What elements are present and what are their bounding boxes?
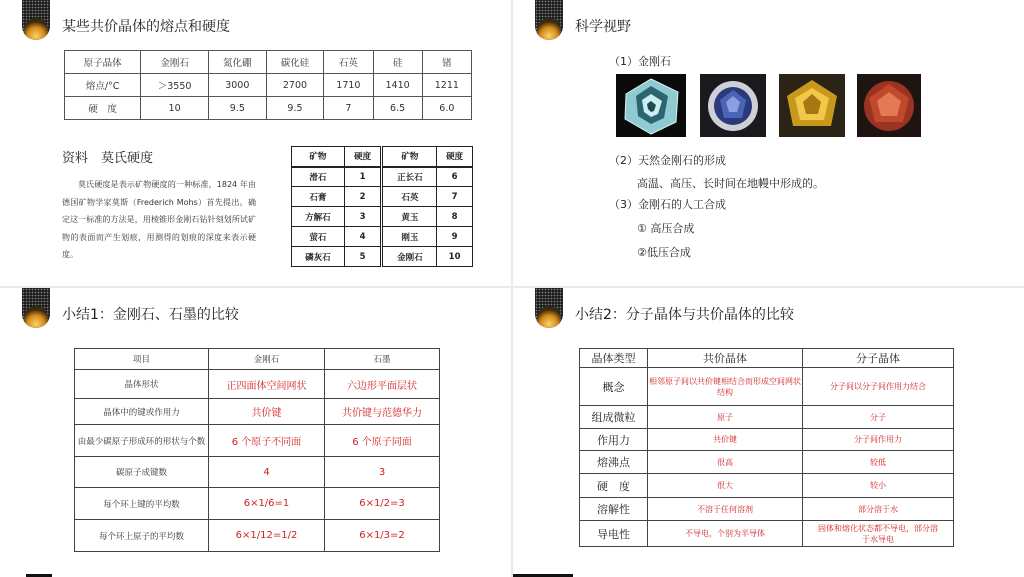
table-cell: 1410 xyxy=(373,74,422,97)
table-cell: 9 xyxy=(437,227,473,247)
table-cell: 晶体形状 xyxy=(75,370,209,399)
table-cell: 7 xyxy=(324,97,373,120)
table-cell: 熔沸点 xyxy=(580,451,648,474)
table-row xyxy=(580,498,954,521)
table-cell: 导电性 xyxy=(580,521,648,547)
table-cell: 共价键 xyxy=(209,399,325,425)
logo-icon xyxy=(22,288,50,328)
table-row xyxy=(75,488,440,520)
table-cell: 10 xyxy=(437,247,473,267)
table-cell: 金刚石 xyxy=(382,247,437,267)
table-cell: 6×1/2=3 xyxy=(325,488,440,520)
logo-icon xyxy=(535,0,563,40)
table-cell: 9.5 xyxy=(266,97,324,120)
table-row xyxy=(292,207,473,227)
item-diamond: （1）金刚石 xyxy=(609,55,671,68)
diamond-crystal-image xyxy=(616,74,686,137)
table-cell: 不导电，个别为半导体 xyxy=(648,521,803,547)
table-cell: 石英 xyxy=(324,51,373,74)
table-cell: 很高 xyxy=(648,451,803,474)
table-cell: 硬 度 xyxy=(65,97,141,120)
table-row xyxy=(65,51,472,74)
table-cell: 硅 xyxy=(373,51,422,74)
natural-formation-text: 高温、高压、长时间在地幔中形成的。 xyxy=(637,177,824,190)
table-cell: 4 xyxy=(344,227,382,247)
table-row xyxy=(75,520,440,552)
slide-title: 某些共价晶体的熔点和硬度 xyxy=(62,19,230,35)
table-header: 金刚石 xyxy=(209,349,325,370)
table-cell: 7 xyxy=(437,187,473,207)
table-cell: 6×1/3=2 xyxy=(325,520,440,552)
table-cell: 滑石 xyxy=(292,167,345,187)
table-cell: 磷灰石 xyxy=(292,247,345,267)
table-cell: 部分溶于水 xyxy=(803,498,954,521)
table-cell: 6.0 xyxy=(422,97,471,120)
yellow-diamond-image xyxy=(779,74,845,137)
table-cell: 2 xyxy=(344,187,382,207)
table-cell: 氮化硼 xyxy=(208,51,266,74)
table-cell: 共价键与范德华力 xyxy=(325,399,440,425)
melting-point-table xyxy=(64,50,472,120)
table-row xyxy=(292,227,473,247)
table-row xyxy=(65,74,472,97)
table-cell: 六边形平面层状 xyxy=(325,370,440,399)
table-cell: 锗 xyxy=(422,51,471,74)
mohs-heading: 资料 莫氏硬度 xyxy=(62,151,154,166)
table-row xyxy=(75,399,440,425)
table-cell: 正长石 xyxy=(382,167,437,187)
table-row xyxy=(580,474,954,498)
table-cell: 每个环上原子的平均数 xyxy=(75,520,209,552)
table-row xyxy=(580,406,954,429)
table-cell: 刚玉 xyxy=(382,227,437,247)
table-cell: 溶解性 xyxy=(580,498,648,521)
table-header-row xyxy=(292,147,473,167)
table-header: 晶体类型 xyxy=(580,349,648,368)
slide-title: 小结1：金刚石、石墨的比较 xyxy=(62,307,239,323)
table-header: 矿物 xyxy=(292,147,345,167)
slide-diamond-graphite xyxy=(0,288,511,577)
mohs-paragraph: 莫氏硬度是表示矿物硬度的一种标准，1824 年由德国矿物学家莫斯（Frederich Mohs）首先提出。确定这一标准的方法是，用棱锥形金刚石钻针刻划所试矿物的表面而产生划痕，用测得的划痕的深度来表示硬度。 xyxy=(62,180,256,259)
table-cell: 原子 xyxy=(648,406,803,429)
table-cell: 5 xyxy=(344,247,382,267)
logo-icon xyxy=(22,0,50,40)
table-cell: ＞3550 xyxy=(141,74,209,97)
table-row xyxy=(292,187,473,207)
table-cell: 由最少碳原子形成环的形状与个数 xyxy=(75,425,209,457)
table-cell: 碳化硅 xyxy=(266,51,324,74)
table-cell: 不溶于任何溶剂 xyxy=(648,498,803,521)
table-cell: 4 xyxy=(209,457,325,488)
table-row xyxy=(580,451,954,474)
table-cell: 1 xyxy=(344,167,382,187)
table-row xyxy=(580,368,954,406)
table-cell: 较小 xyxy=(803,474,954,498)
high-pressure-synthesis: ① 高压合成 xyxy=(637,222,695,235)
table-cell: 金刚石 xyxy=(141,51,209,74)
table-cell: 10 xyxy=(141,97,209,120)
red-diamond-image xyxy=(857,74,921,137)
table-cell: 3000 xyxy=(208,74,266,97)
table-cell: 固体和熔化状态都不导电，部分溶于水导电 xyxy=(803,521,954,547)
table-cell: 9.5 xyxy=(208,97,266,120)
table-cell: 共价键 xyxy=(648,429,803,451)
table-cell: 每个环上键的平均数 xyxy=(75,488,209,520)
table-cell: 分子间以分子间作用力结合 xyxy=(803,368,954,406)
table-cell: 较低 xyxy=(803,451,954,474)
logo-icon xyxy=(535,288,563,328)
slide-melting-hardness xyxy=(0,0,511,286)
table-cell: 1710 xyxy=(324,74,373,97)
low-pressure-synthesis: ②低压合成 xyxy=(637,246,691,259)
table-header: 分子晶体 xyxy=(803,349,954,368)
table-cell: 碳原子成键数 xyxy=(75,457,209,488)
table-row xyxy=(580,429,954,451)
table-header-row xyxy=(75,349,440,370)
table-cell: 方解石 xyxy=(292,207,345,227)
table-cell: 6 xyxy=(437,167,473,187)
item-natural-formation: （2）天然金刚石的形成 xyxy=(609,154,726,167)
table-cell: 很大 xyxy=(648,474,803,498)
table-header: 硬度 xyxy=(344,147,382,167)
table-cell: 分子间作用力 xyxy=(803,429,954,451)
table-cell: 分子 xyxy=(803,406,954,429)
table-cell: 3 xyxy=(325,457,440,488)
table-row xyxy=(580,521,954,547)
table-cell: 1211 xyxy=(422,74,471,97)
table-cell: 6 个原子同面 xyxy=(325,425,440,457)
table-cell: 作用力 xyxy=(580,429,648,451)
table-cell: 晶体中的键或作用力 xyxy=(75,399,209,425)
table-row xyxy=(75,457,440,488)
item-artificial-synthesis: （3）金刚石的人工合成 xyxy=(609,198,726,211)
table-row xyxy=(292,247,473,267)
table-header: 项目 xyxy=(75,349,209,370)
blue-diamond-image xyxy=(700,74,766,137)
table-cell: 6.5 xyxy=(373,97,422,120)
table-cell: 6 个原子不同面 xyxy=(209,425,325,457)
table-cell: 正四面体空间网状 xyxy=(209,370,325,399)
table-header: 矿物 xyxy=(382,147,437,167)
table-header: 石墨 xyxy=(325,349,440,370)
mohs-table xyxy=(291,146,473,267)
table-cell: 组成微粒 xyxy=(580,406,648,429)
table-cell: 熔点/°C xyxy=(65,74,141,97)
table-cell: 6×1/6=1 xyxy=(209,488,325,520)
table-header: 硬度 xyxy=(437,147,473,167)
molecular-covalent-table xyxy=(579,348,954,547)
table-cell: 石膏 xyxy=(292,187,345,207)
slide-molecular-covalent xyxy=(513,288,1024,577)
slide-title: 科学视野 xyxy=(575,19,631,35)
diamond-graphite-table xyxy=(74,348,440,552)
table-cell: 3 xyxy=(344,207,382,227)
table-cell: 石英 xyxy=(382,187,437,207)
table-cell: 硬 度 xyxy=(580,474,648,498)
table-header-row xyxy=(580,349,954,368)
table-cell: 萤石 xyxy=(292,227,345,247)
table-cell: 8 xyxy=(437,207,473,227)
table-row xyxy=(65,97,472,120)
slide-title: 小结2：分子晶体与共价晶体的比较 xyxy=(575,307,794,323)
table-row xyxy=(75,370,440,399)
table-cell: 概念 xyxy=(580,368,648,406)
table-cell: 黄玉 xyxy=(382,207,437,227)
table-cell: 原子晶体 xyxy=(65,51,141,74)
table-cell: 2700 xyxy=(266,74,324,97)
table-row xyxy=(75,425,440,457)
table-row xyxy=(292,167,473,187)
table-cell: 相邻原子间以共价键相结合而形成空间网状结构 xyxy=(648,368,803,406)
table-header: 共价晶体 xyxy=(648,349,803,368)
table-cell: 6×1/12=1/2 xyxy=(209,520,325,552)
slide-science-view xyxy=(513,0,1024,286)
